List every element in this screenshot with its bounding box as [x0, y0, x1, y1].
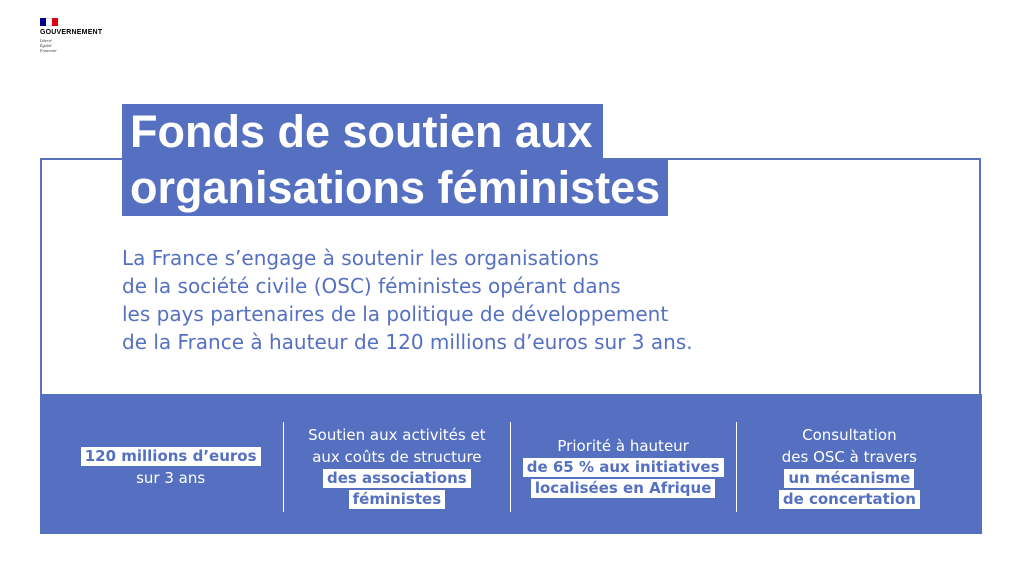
- page-title: [122, 104, 668, 216]
- fact-highlight: un mécanisme: [784, 469, 914, 488]
- intro-line: les pays partenaires de la politique de développement: [122, 302, 669, 326]
- fact-text: des OSC à travers: [781, 448, 917, 466]
- fact-text: Soutien aux activités et: [308, 426, 486, 444]
- fact-text: Consultation: [802, 426, 897, 444]
- fact-highlight: de 65 % aux initiatives: [523, 458, 724, 477]
- logo-motto: [40, 38, 120, 53]
- fact-text: Priorité à hauteur: [557, 437, 689, 455]
- fact-highlight: de concertation: [779, 490, 920, 509]
- fact-consultation: [737, 422, 962, 512]
- intro-line: de la société civile (OSC) féministes opérant dans: [122, 274, 621, 298]
- intro-line: de la France à hauteur de 120 millions d’euros sur 3 ans.: [122, 330, 693, 354]
- motto-line: Liberté: [40, 38, 52, 43]
- french-flag-icon: [40, 18, 58, 26]
- fact-budget: [58, 422, 284, 512]
- motto-line: Égalité: [40, 43, 52, 48]
- fact-highlight: 120 millions d’euros: [81, 447, 261, 466]
- title-line: organisations féministes: [122, 160, 668, 216]
- title-line: Fonds de soutien aux: [122, 104, 603, 160]
- logo-wordmark: GOUVERNEMENT: [40, 29, 103, 36]
- intro-paragraph: [122, 244, 842, 356]
- intro-line: La France s’engage à soutenir les organisations: [122, 246, 599, 270]
- fact-support: [284, 422, 510, 512]
- fact-highlight: localisées en Afrique: [531, 479, 716, 498]
- flag-red-stripe: [52, 18, 58, 26]
- motto-line: Fraternité: [40, 48, 57, 53]
- fact-highlight: des associations: [323, 469, 471, 488]
- fact-priority: [511, 422, 737, 512]
- government-logo: [40, 18, 120, 53]
- fact-text: sur 3 ans: [136, 468, 206, 487]
- fact-text: aux coûts de structure: [312, 448, 482, 466]
- key-facts-columns: [58, 422, 962, 512]
- fact-highlight: féministes: [349, 490, 446, 509]
